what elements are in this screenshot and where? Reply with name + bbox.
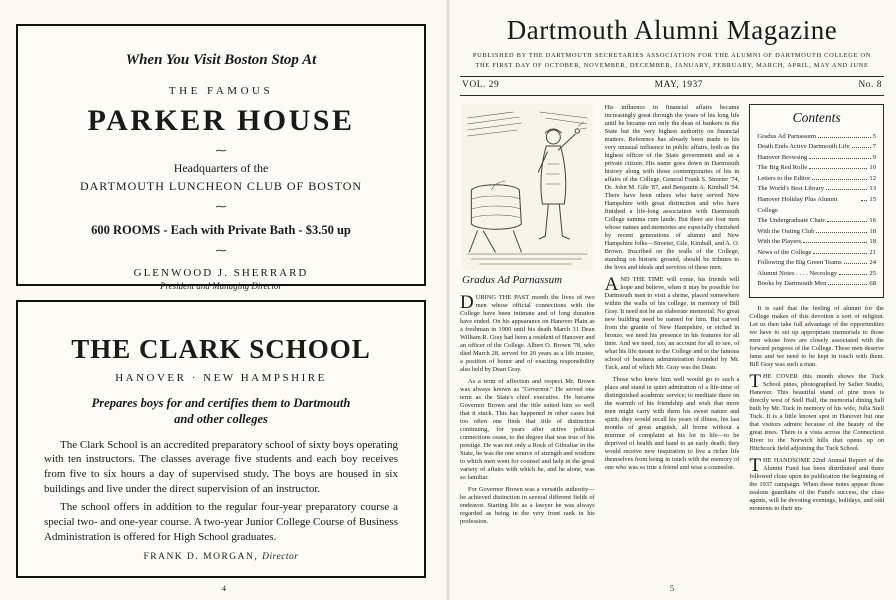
column-3: [749, 104, 884, 530]
parker-house-ad: [16, 24, 426, 291]
toc-item: Hanover Holiday Plus Alumni College 15: [757, 196, 877, 214]
dot-leader: [813, 249, 867, 254]
toc-item: With the Players 18: [757, 238, 877, 246]
toc-item: The Undergraduate Chair 16: [757, 217, 877, 225]
clark-location: HANOVER · NEW HAMPSHIRE: [115, 372, 327, 384]
toc-item: Gradus Ad Parnassum 5: [757, 132, 877, 140]
clark-signature-name: FRANK D. MORGAN,: [143, 552, 259, 563]
dot-leader: [803, 238, 867, 243]
toc-item: Following the Big Green Teams 24: [757, 259, 877, 267]
publisher-line: [448, 51, 896, 71]
body-paragraph: As a term of affection and respect Mr. Brown was always known as "Governor." He served one term as the State's chief executive. He became Governor Brown and the title suited him so well that it stuck. This has happened in other cases but too often one finds that title of distinction continuing, for years after active political connections cease, to the degree that was true of his prestige. He was not only a Rock of Gibraltar in the State, he was the one source of strength and wisdom to which men went for counsel and help in the great variety of affairs with which he, and he alone, was so familiar.: [460, 377, 595, 481]
toc-item: Death Ends Active Dartmouth Life 7: [757, 143, 877, 151]
dot-leader: [852, 143, 871, 148]
toc-item: Books by Dartmouth Men 68: [757, 280, 877, 288]
left-page-number: 4: [222, 584, 226, 593]
dot-leader: [816, 228, 867, 233]
masthead-rule-bottom: [460, 95, 884, 96]
illustration-caption: Gradus Ad Parnassum: [462, 273, 563, 286]
body-paragraph: AND THE TIME will come, his friends will hope and believe, when it may be possible for Dartmouth men to visit a shrine, placed somewhere within the walls of his college, in memory of Bill Gray. It need not be an elaborate memorial. No great new building need be named for him. But carved from the granite of New Hampshire, or etched in bronze, we need his presence in his features for all time. And we need, too, an account for all to see, of what his life meant to the College and to the famous school of business administration founded by Mr. Tuck, and of which Mr. Gray was the Dean.: [604, 273, 740, 371]
parker-director-title: President and Managing Director: [159, 281, 283, 291]
body-paragraph: THE COVER this month shows the Tuck School pines, photographed by Safier Studio, Hanover. This beautiful stand of pine trees is directly west of Stell Hall, the memorial dining hall built by Mr. Tuck in memory of his wife, Julia Stell Tuck. It is a little known spot in Hanover but one that visitors admire because of the beauty of the great trees. There is a vista across the Connecticut River to the Norwich hills that opens up on Hitchcock field adjoining the Tuck School.: [749, 370, 885, 452]
body-paragraph: DURING THE PAST month the lives of two men whose official connections with the College have been intimate and of long duration have ended. On his appearance on Hanover Plain as a freshman in 1900 until his death March 31 Dean William R. Gray had been a resident of Hanover and an officer of the College. Albert O. Brown '78, who died March 28, served for 20 years as a life trustee, a position of honor and of exacting responsibility also held by Dean Gray.: [460, 291, 595, 373]
volume-label: VOL. 29: [462, 79, 500, 90]
parker-rooms-line: 600 ROOMS - Each with Private Bath - $3.50 up: [91, 223, 351, 237]
toc-item: Alumni Notes . . . . Necrology 25: [757, 269, 877, 277]
publisher-line-1: PUBLISHED BY THE DARTMOUTH SECRETARIES ASSOCIATION FOR THE ALUMNI OF DARTMOUTH COLLEGE ON: [472, 52, 872, 59]
issue-number: No. 8: [858, 79, 882, 90]
dot-leader: [827, 217, 868, 222]
contents-title: Contents: [792, 109, 841, 125]
clark-paragraph: The Clark School is an accredited preparatory school of sixty boys operating with ten instructors. The classes average five students and each boy receives from five to six hours a day of supervised study. The boys are housed in six buildings and live under the direct supervision of an instructor.: [44, 438, 398, 496]
clark-signature-role: Director: [262, 552, 299, 563]
column-2: [605, 104, 740, 530]
magazine-title: Dartmouth Alumni Magazine: [506, 15, 838, 45]
masthead: [448, 15, 896, 71]
body-paragraph: It is said that the feeling of alumni for the College makes of this devotion a sort of religion. Let us then take full advantage of the opportunities we have to set up appropriate memorials to those men whose lives are closely associated with the forward progress of the College. These men deserve fame and we need to be kept in touch with them. Bill Gray was such a man.: [749, 304, 885, 368]
clark-school-ad: [16, 300, 426, 578]
dot-leader: [809, 164, 867, 169]
dot-leader: [812, 175, 867, 180]
volume-row: [462, 80, 882, 90]
publisher-line-2: THE FIRST DAY OF OCTOBER, NOVEMBER, DECEMBER, JANUARY, FEBRUARY, MARCH, APRIL, MAY AND JUNE: [475, 61, 869, 69]
masthead-rule-top: [460, 76, 884, 77]
body-paragraph: THE HANDSOME 22nd Annual Report of the Alumni Fund has been distributed and there followed close upon its publication the beginning of the 1937 campaign. When these notes appear those zealous guardians of the Fund's success, the class agents, will be devoting evenings, holidays, and odd moments to their im-: [749, 454, 885, 512]
toc-item: With the Outing Club 18: [757, 227, 877, 235]
fleuron-icon: ⁓: [215, 201, 227, 213]
dot-leader: [809, 154, 870, 159]
toc-item: The World's Best Library 13: [757, 185, 877, 193]
clark-paragraph: The school offers in addition to the regular four-year preparatory course a special two- and one-year course. A two-year Junior College Course of Business Administration is offered for High School graduates.: [44, 500, 398, 543]
dot-leader: [826, 185, 867, 190]
clark-body: [44, 438, 398, 545]
column-1: [460, 104, 595, 530]
body-paragraph: For Governor Brown was a versatile authority—he achieved distinction in several different fields of endeavor. Starting life as a lawyer he was always regarded as being in the very front rank in his profession.: [460, 485, 595, 525]
toc-item: The Big Red Rolfe 10: [757, 164, 877, 172]
toc-item: Letters to the Editor 12: [757, 174, 877, 182]
parker-pretitle: THE FAMOUS: [168, 85, 274, 97]
parker-headquarters-line: Headquarters of the: [173, 161, 269, 175]
contents-box: [749, 104, 884, 298]
clark-title: THE CLARK SCHOOL: [71, 334, 371, 364]
body-paragraph: Those who knew him well would go to such a place and stand in quiet admiration of a life-time of distinguished academic service; to meditate there on the warmth of his friendship and wish that more men might carry with them his sweet nature and spirit; they would recall his years of illness, his last months of great anguish, all borne without a murmur of complaint at his lot in life—to be deprived of health and hand to an early death; they would receive new inspiration to live a richer life themselves from being in touch with the memory of one who was so true a friend and wise a counselor.: [604, 375, 740, 471]
body-paragraph: His influence in financial affairs became increasingly great through the years of his long life until he became not only the dean of bankers in the State but the very highest authority on financial matters. Reference has already been made to his very unusual influence in public affairs, both as the highest officer of the State government and as a private citizen. His name goes down in Dartmouth history along with those contemporaries of his in affairs of the College, General Frank S. Streeter '74, Dr. John M. Gile '87, and Benjamin A. Kimball '54. There have been others who have served New Hampshire with great distinction and who have finished a life-long association with Dartmouth College summa cum laude. But there are four men whose names and memories are especially cherished by recent generations of alumni and New Hampshire folks—Streeter, Gile, Kimball, and A. O. Brown. Inscribed on the walls of the College, standing on historic ground, should be tributes to the lives and ideals and services of these men.: [604, 103, 740, 271]
dot-leader: [828, 280, 867, 285]
dot-leader: [844, 259, 868, 264]
toc-item: News of the College 21: [757, 248, 877, 256]
parker-title: PARKER HOUSE: [87, 104, 355, 137]
dot-leader: [861, 196, 867, 201]
editorial-columns: [460, 104, 884, 530]
toc-item: Hanover Browsing 9: [757, 153, 877, 161]
dot-leader: [818, 133, 871, 138]
parker-tagline: When You Visit Boston Stop At: [125, 52, 317, 68]
parker-director-name: GLENWOOD J. SHERRARD: [133, 267, 309, 279]
right-page: [448, 0, 896, 600]
right-page-number: 5: [670, 584, 674, 593]
fleuron-icon: ⁓: [215, 145, 227, 157]
clark-signature: [18, 552, 424, 562]
parker-luncheon-club-line: DARTMOUTH LUNCHEON CLUB OF BOSTON: [79, 179, 363, 193]
issue-date: MAY, 1937: [654, 79, 703, 90]
clark-subtitle: Prepares boys for and certifies them to Dartmouth and other colleges: [91, 396, 351, 427]
gradus-ad-parnassum-illustration: [460, 104, 595, 270]
fleuron-icon: ⁓: [215, 245, 227, 257]
dot-leader: [839, 270, 867, 275]
